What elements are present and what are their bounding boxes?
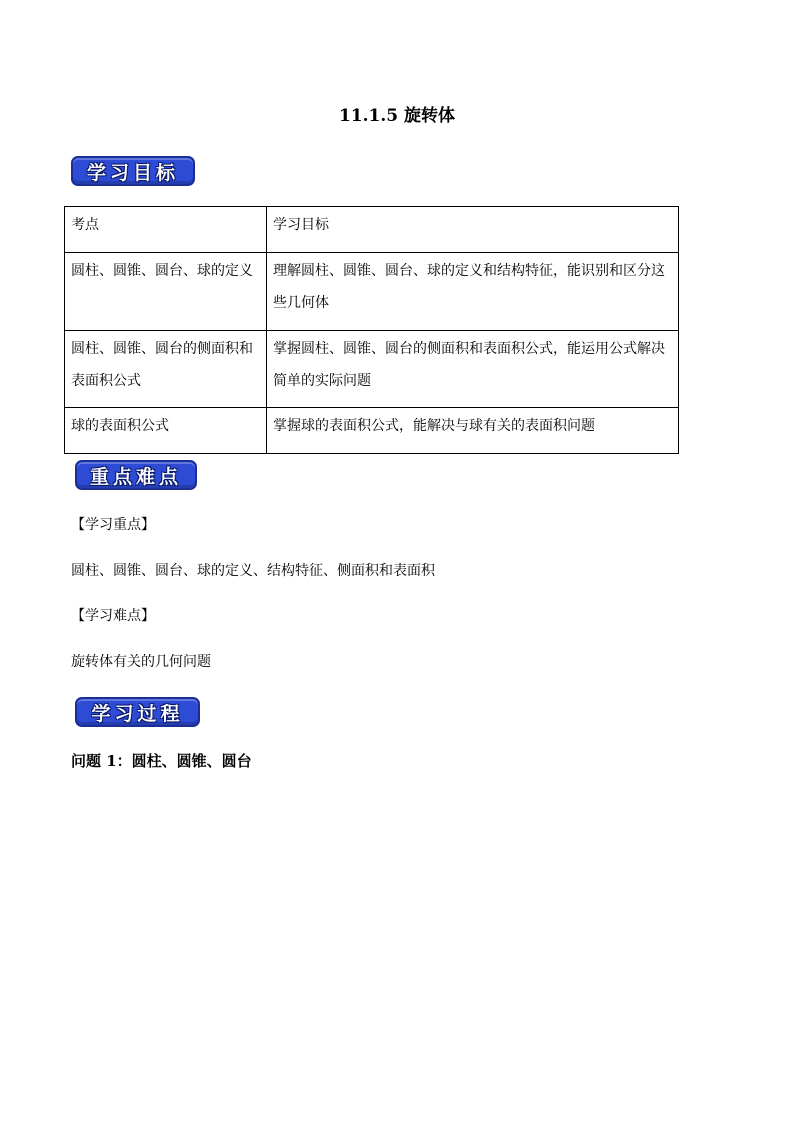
difficult-points-body: 旋转体有关的几何问题 (71, 654, 211, 670)
key-points-body: 圆柱、圆锥、圆台、球的定义、结构特征、侧面积和表面积 (71, 563, 435, 579)
question-1-title: 问题 1：圆柱、圆锥、圆台 (71, 752, 252, 770)
page-title: 11.1.5 旋转体 (338, 106, 456, 126)
table-row (65, 331, 679, 408)
table-cell-topic: 球的表面积公式 (65, 408, 267, 454)
table-cell-topic: 圆柱、圆锥、圆台的侧面积和表面积公式 (65, 331, 267, 408)
table-cell-goal: 掌握球的表面积公式，能解决与球有关的表面积问题 (267, 408, 679, 454)
table-header-row (65, 207, 679, 253)
section-badge-keypoints (75, 460, 197, 490)
section-badge-objectives-label: 学习目标 (86, 162, 179, 184)
table-header-goal: 学习目标 (267, 207, 679, 253)
table-header-topic: 考点 (65, 207, 267, 253)
table-cell-goal: 掌握圆柱、圆锥、圆台的侧面积和表面积公式，能运用公式解决简单的实际问题 (267, 331, 679, 408)
section-badge-objectives (71, 156, 195, 186)
section-badge-keypoints-label: 重点难点 (89, 466, 182, 488)
key-points-heading: 【学习重点】 (71, 517, 155, 533)
table-cell-topic: 圆柱、圆锥、圆台、球的定义 (65, 253, 267, 331)
difficult-points-heading: 【学习难点】 (71, 608, 155, 624)
objectives-table (64, 206, 679, 454)
table-row (65, 253, 679, 331)
section-badge-process-label: 学习过程 (91, 703, 184, 725)
table-row (65, 408, 679, 454)
table-cell-goal: 理解圆柱、圆锥、圆台、球的定义和结构特征，能识别和区分这些几何体 (267, 253, 679, 331)
section-badge-process (75, 697, 200, 727)
